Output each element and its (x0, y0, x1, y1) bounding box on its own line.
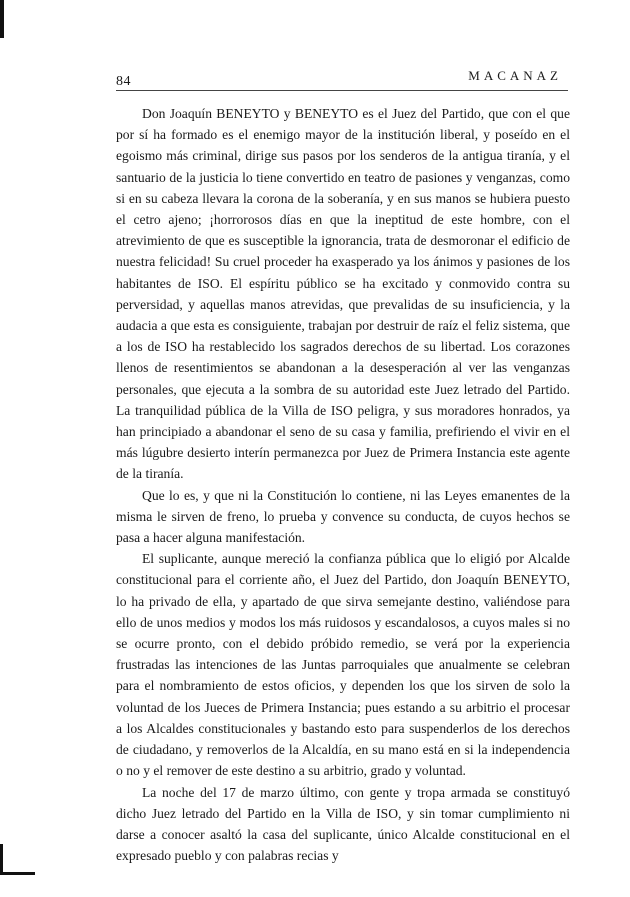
running-title: MACANAZ (468, 68, 562, 83)
document-body (116, 103, 570, 866)
paragraph: Don Joaquín BENEYTO y BENEYTO es el Juez del Partido, que con el que por sí ha formado es el enemigo mayor de la institución liberal, y poseído en el egoismo más criminal, dirige sus pasos por los senderos de la antigua tiranía, y el santuario de la justicia lo tiene convertido en teatro de pasiones y venganzas, como si en su cabeza llevara la corona de la soberanía, y en sus manos se hubiera puesto el cetro ajeno; ¡horrorosos días en que la ineptitud de este hombre, con el atrevimiento de que es susceptible la ignorancia, trata de desmoronar el edificio de nuestra felicidad! Su cruel proceder ha exasperado ya los ánimos y pasiones de los habitantes de ISO. El espíritu público se ha excitado y conmovido contra su perversidad, y aquellas manos atrevidas, que prevalidas de su insuficiencia, y la audacia a que esta es consiguiente, trabajan por destruir de raíz el feliz sistema, que a los de ISO ha restablecido los sagrados derechos de su libertad. Los corazones llenos de resentimientos se abandonan a la desesperación al ver las venganzas personales, que ejecuta a la sombra de su autoridad este Juez letrado del Partido. La tranquilidad pública de la Villa de ISO peligra, y sus moradores honrados, ya han principiado a abandonar el seno de su casa y familia, prefiriendo el vivir en el más lúgubre desierto interín permanezca por Juez de Primera Instancia este agente de la tiranía. (116, 106, 570, 482)
paragraph: El suplicante, aunque mereció la confianza pública que lo eligió por Alcalde constitucional para el corriente año, el Juez del Partido, don Joaquín BENEYTO, lo ha privado de ella, y apartado de que sirva semejante destino, valiéndose para ello de unos medios y modos los más ruidosos y escandalosos, a cuyos males si no se ocurre pronto, con el debido próbido remedio, se verá por la experiencia frustradas las intenciones de las Juntas parroquiales que anualmente se celebran para el nombramiento de estos oficios, y dependen los que los sirven de solo la voluntad de los Jueces de Primera Instancia; pues estando a su arbitrio el procesar a los Alcaldes constitucionales y bastando esto para suspenderlos de los derechos de ciudadano, y removerlos de la Alcaldía, en su mano está en si la independencia o no y el remover de este destino a su arbitrio, grado y voluntad. (116, 551, 570, 779)
paragraph: La noche del 17 de marzo último, con gente y tropa armada se constituyó dicho Juez letrado del Partido en la Villa de ISO, y sin tomar cumplimiento ni darse a conocer asaltó la casa del suplicante, único Alcalde constitucional en el expresado pueblo y con palabras recias y (116, 784, 570, 864)
scan-corner-mark (0, 844, 35, 875)
scan-edge-mark (0, 0, 4, 38)
paragraph: Que lo es, y que ni la Constitución lo contiene, ni las Leyes emanentes de la misma le sirven de freno, lo prueba y convence su conducta, de cuyos hechos se pasa a hacer alguna manifestación. (116, 487, 570, 546)
header-rule (116, 90, 568, 91)
page-number: 84 (116, 74, 131, 89)
